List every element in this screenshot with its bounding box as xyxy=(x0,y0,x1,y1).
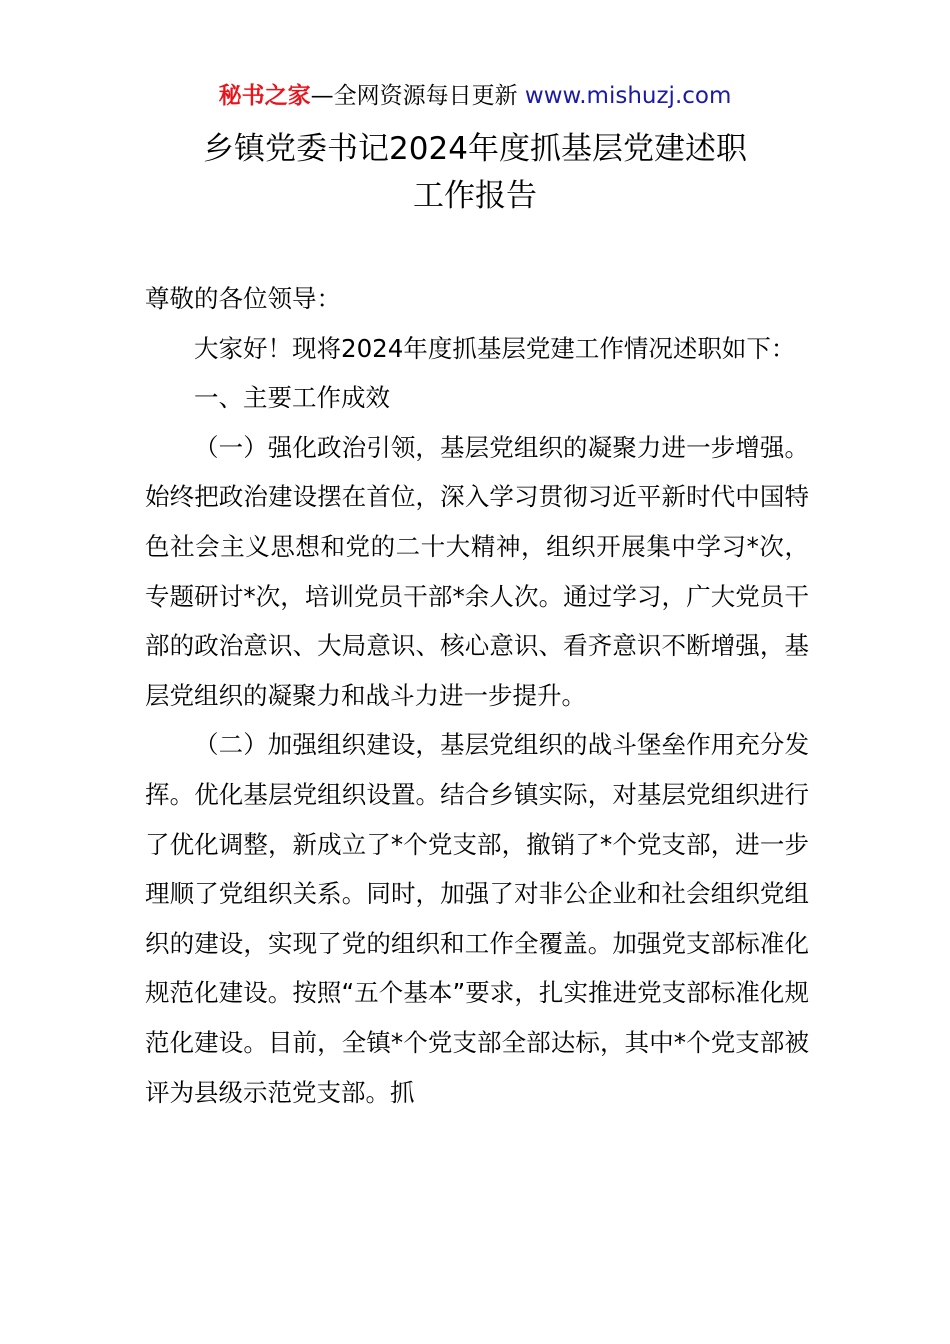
document-title xyxy=(0,126,950,220)
section-heading: 一、主要工作成效 xyxy=(194,383,390,413)
title-line-2: 工作报告 xyxy=(413,178,537,214)
opening-paragraph: 大家好！现将2024年度抓基层党建工作情况述职如下： xyxy=(194,333,796,363)
body-paragraph: （二）加强组织建设，基层党组织的战斗堡垒作用充分发挥。优化基层党组织设置。结合乡镇实际，对基层党组织进行了优化调整，新成立了*个党支部，撤销了*个党支部，进一步理顺了党组织关系。同时，加强了对非公企业和社会组织党组织的建设，实现了党的组织和工作全覆盖。加强党支部标准化规范化建设。按照“五个基本”要求，扎实推进党支部标准化规范化建设。目前，全镇*个党支部全部达标，其中*个党支部被评为县级示范党支部。抓 xyxy=(145,730,809,1107)
brand-name: 秘书之家 xyxy=(218,83,311,109)
salutation: 尊敬的各位领导： xyxy=(145,284,341,313)
document-body xyxy=(145,274,809,1117)
body-paragraph: （一）强化政治引领，基层党组织的凝聚力进一步增强。始终把政治建设摆在首位，深入学习贯彻习近平新时代中国特色社会主义思想和党的二十大精神，组织开展集中学习*次，专题研讨*次，培训党员干部*余人次。通过学习，广大党员干部的政治意识、大局意识、核心意识、看齐意识不断增强，基层党组织的凝聚力和战斗力进一步提升。 xyxy=(145,432,809,710)
site-url-link[interactable]: www.mishuzj.com xyxy=(524,83,732,109)
site-banner xyxy=(0,80,950,112)
title-line-1: 乡镇党委书记2024年度抓基层党建述职 xyxy=(203,131,747,167)
banner-tagline: —全网资源每日更新 xyxy=(310,83,518,109)
